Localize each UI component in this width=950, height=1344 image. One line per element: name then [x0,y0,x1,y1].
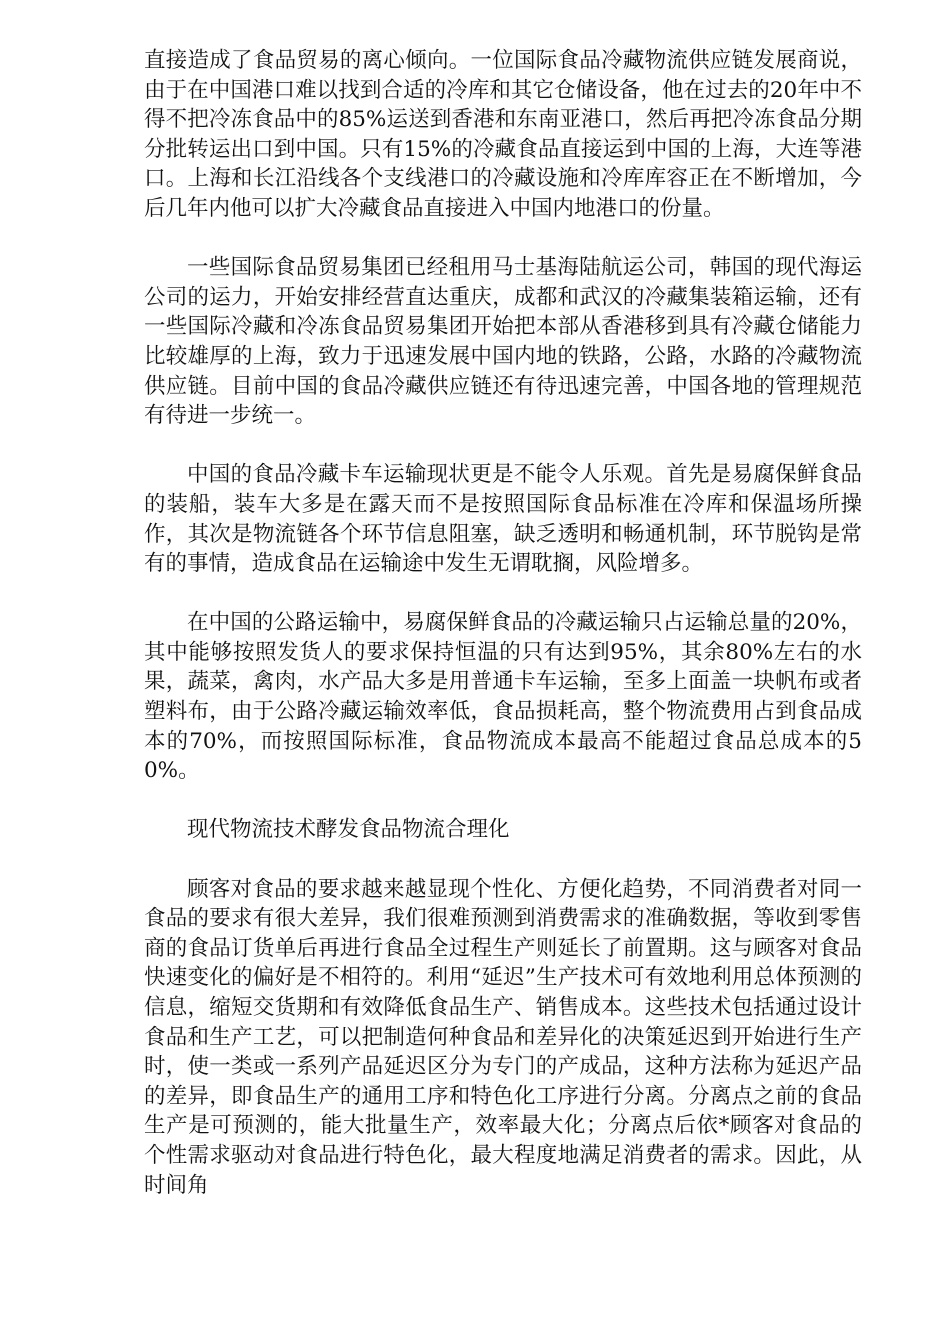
document-page [144,46,862,1200]
paragraph-truck-transport: 中国的食品冷藏卡车运输现状更是不能令人乐观。首先是易腐保鲜食品的装船，装车大多是在露天而不是按照国际食品标准在冷库和保温场所操作，其次是物流链各个环节信息阻塞，缺乏透明和畅通机制，环节脱钩是常有的事情，造成食品在运输途中发生无谓耽搁，风险增多。 [144,462,862,577]
paragraph-cold-chain-ports: 直接造成了食品贸易的离心倾向。一位国际食品冷藏物流供应链发展商说，由于在中国港口难以找到合适的冷库和其它仓储设备，他在过去的20年中不得不把冷冻食品中的85%运送到香港和东南亚港口，然后再把冷冻食品分期分批转运出口到中国。只有15%的冷藏食品直接运到中国的上海，大连等港口。上海和长江沿线各个支线港口的冷藏设施和冷库库容正在不断增加，今后几年内他可以扩大冷藏食品直接进入中国内地港口的份量。 [144,48,862,221]
section-heading: 现代物流技术酵发食品物流合理化 [187,817,510,843]
paragraph-road-transport: 在中国的公路运输中，易腐保鲜食品的冷藏运输只占运输总量的20%，其中能够按照发货人的要求保持恒温的只有达到95%，其余80%左右的水果，蔬菜，禽肉，水产品大多是用普通卡车运输，至多上面盖一块帆布或者塑料布，由于公路冷藏运输效率低，食品损耗高，整个物流费用占到食品成本的70%，而按照国际标准，食品物流成本最高不能超过食品总成本的50%。 [144,610,862,784]
paragraph-international-groups: 一些国际食品贸易集团已经租用马士基海陆航运公司，韩国的现代海运公司的运力，开始安排经营直达重庆，成都和武汉的冷藏集装箱运输，还有一些国际冷藏和冷冻食品贸易集团开始把本部从香港移到具有冷藏仓储能力比较雄厚的上海，致力于迅速发展中国内地的铁路，公路，水路的冷藏物流供应链。目前中国的食品冷藏供应链还有待迅速完善，中国各地的管理规范有待进一步统一。 [144,255,862,429]
paragraph-delay-technology: 顾客对食品的要求越来越显现个性化、方便化趋势，不同消费者对同一食品的要求有很大差异，我们很难预测到消费需求的准确数据，等收到零售商的食品订货单后再进行食品全过程生产则延长了前置期。这与顾客对食品快速变化的偏好是不相符的。利用“延迟”生产技术可有效地利用总体预测的信息，缩短交货期和有效降低食品生产、销售成本。这些技术包括通过设计食品和生产工艺，可以把制造何种食品和差异化的决策延迟到开始进行生产时，使一类或一系列产品延迟区分为专门的产成品，这种方法称为延迟产品的差异，即食品生产的通用工序和特色化工序进行分离。分离点之前的食品生产是可预测的，能大批量生产，效率最大化；分离点后依*顾客对食品的个性需求驱动对食品进行特色化，最大程度地满足消费者的需求。因此，从时间角 [144,876,862,1198]
